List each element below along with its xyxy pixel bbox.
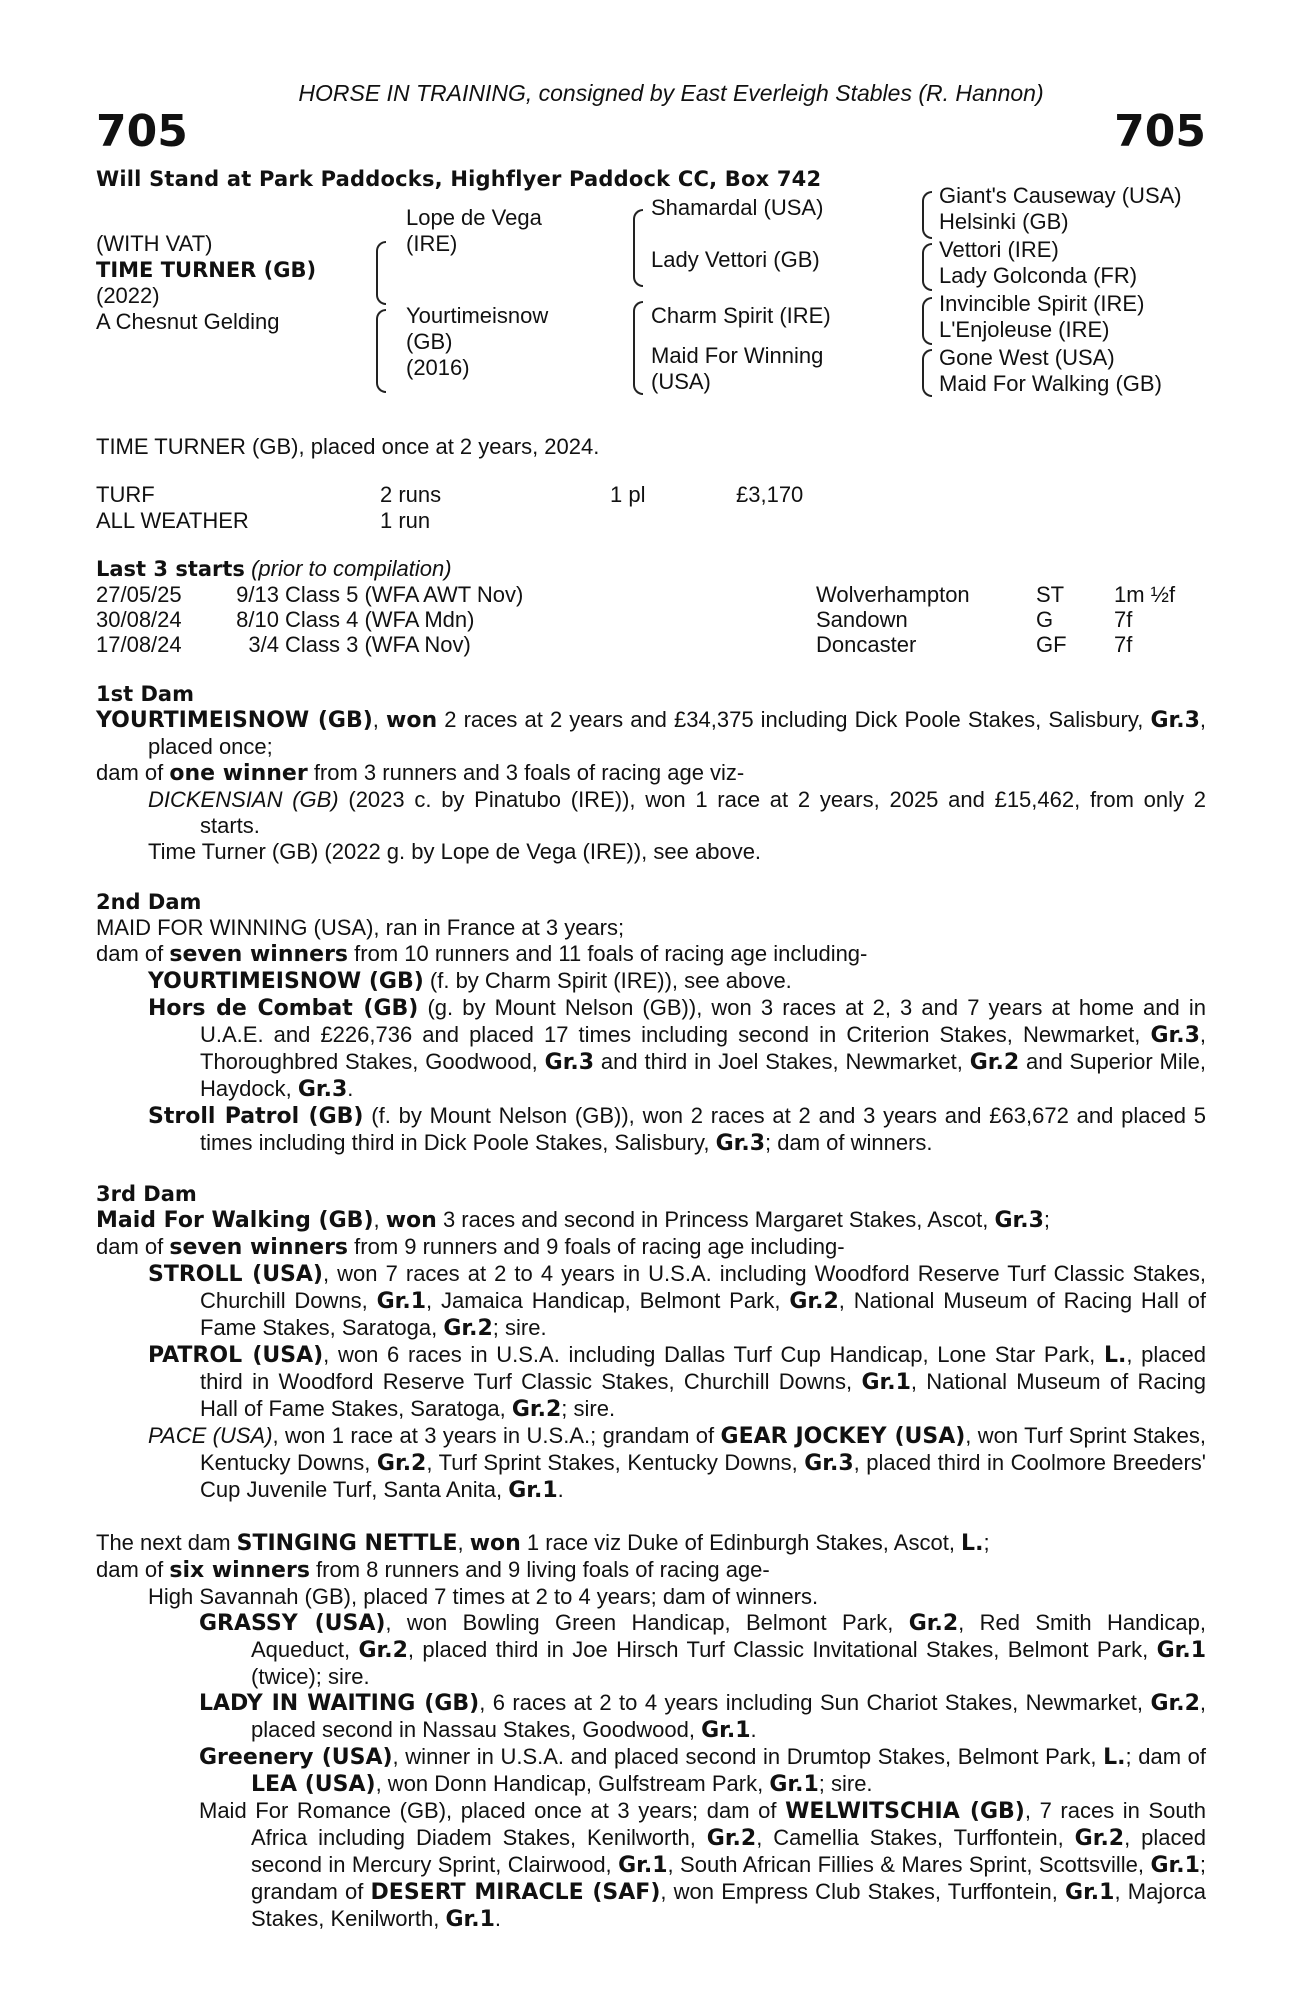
dam-year: (2016) [406, 355, 470, 380]
winners-count: one winner [169, 761, 308, 786]
start-race: Class 3 (WFA Nov) [285, 632, 471, 657]
dam-produce-summary [96, 1234, 1206, 1261]
grade-label: Gr.1 [1150, 1853, 1200, 1878]
dam-record: YOURTIMEISNOW (GB), won 2 races at 2 years and £34,375 including Dick Poole Stakes, Salisbury, Gr.3, placed once; [96, 707, 1206, 759]
grade-label: Gr.2 [1074, 1826, 1125, 1851]
dam-dam-origin: (USA) [651, 369, 711, 394]
winners-count: seven winners [169, 942, 349, 967]
record-text: dam of [96, 760, 170, 785]
produce-name: Hors de Combat (GB) [148, 996, 419, 1021]
record-text: , placed once; [148, 707, 1206, 759]
brace [922, 349, 932, 397]
record-text: ; grandam of [251, 1852, 1206, 1904]
produce-name: DICKENSIAN (GB) [148, 787, 339, 812]
dam-record [96, 1530, 1206, 1557]
horse-identity [96, 231, 316, 335]
start-distance: 1m ½f [1114, 582, 1176, 607]
catalogue-page [96, 80, 1206, 1933]
start-course: Doncaster [816, 632, 917, 657]
consignment-line: HORSE IN TRAINING, consigned by East Everleigh Stables (R. Hannon) [298, 80, 1044, 106]
stats-row-aw [96, 508, 1206, 534]
record-text: dam of [96, 1234, 170, 1259]
produce-entry [148, 995, 1206, 1103]
produce-name: STROLL (USA) [148, 1262, 323, 1287]
race-summary: TIME TURNER (GB), placed once at 2 years, 2024. [96, 434, 600, 459]
dam-produce-summary [96, 1557, 1206, 1584]
grade-label: L. [1103, 1343, 1127, 1368]
record-text: 1 race viz Duke of Edinburgh Stakes, Ascot, [520, 1530, 962, 1555]
horse-year: (2022) [96, 283, 160, 308]
grade-label: Gr.2 [443, 1316, 493, 1341]
record-text: , 7 races in South Africa including Diadem Stakes, Kenilworth, [251, 1798, 1206, 1850]
grade-label: Gr.2 [1150, 1691, 1200, 1716]
grade-label: Gr.2 [376, 1451, 427, 1476]
grade-label: Gr.1 [1156, 1638, 1207, 1663]
start-distance: 7f [1114, 607, 1133, 632]
produce-name: Greenery (USA) [199, 1745, 393, 1770]
grade-label: Gr.3 [1150, 1023, 1200, 1048]
won-label: won [469, 1531, 521, 1556]
record-text: ; dam of winners. [765, 1130, 933, 1155]
record-text: , won 7 races at 2 to 4 years in U.S.A. including Woodford Reserve Turf Classic Stakes, Churchill Downs, [200, 1261, 1206, 1313]
record-text: , won Turf Sprint Stakes, Kentucky Downs, [200, 1423, 1206, 1475]
produce-name: LADY IN WAITING (GB) [199, 1691, 480, 1716]
dam-name: STINGING NETTLE [236, 1531, 458, 1556]
grade-label: Gr.1 [861, 1370, 911, 1395]
grade-label: Gr.2 [908, 1611, 959, 1636]
start-race: Class 4 (WFA Mdn) [285, 607, 475, 632]
produce-entry [148, 839, 1206, 865]
brace [376, 241, 386, 305]
grade-label: Gr.2 [511, 1397, 562, 1422]
grandprogeny-name: LEA (USA) [251, 1772, 376, 1797]
brace [922, 243, 932, 291]
lot-number-left: 705 [96, 106, 188, 157]
dam-sire-dam: L'Enjoleuse (IRE) [939, 317, 1110, 342]
sire-sire-dam: Helsinki (GB) [939, 209, 1069, 234]
vat-note: (WITH VAT) [96, 231, 213, 256]
produce-entry [148, 1261, 1206, 1342]
start-position: 3/4 [248, 632, 279, 657]
grade-label: Gr.2 [358, 1638, 408, 1663]
sire-sire-sire: Giant's Causeway (USA) [939, 183, 1182, 208]
produce-entry [148, 1103, 1206, 1157]
grade-label: Gr.3 [297, 1077, 348, 1102]
stat-earnings: £3,170 [736, 482, 804, 507]
grade-label: Gr.2 [706, 1826, 757, 1851]
produce-entry [148, 1584, 1206, 1610]
dam-record: Maid For Walking (GB), won 3 races and second in Princess Margaret Stakes, Ascot, Gr.3; [96, 1207, 1051, 1233]
first-dam-section [96, 681, 1206, 865]
stat-surface: ALL WEATHER [96, 508, 249, 533]
produce-name: Stroll Patrol (GB) [148, 1104, 364, 1129]
grade-label: Gr.1 [769, 1772, 819, 1797]
stats-row-turf [96, 482, 1206, 508]
record-text: , [457, 1530, 470, 1555]
grade-label: Gr.1 [445, 1907, 495, 1932]
dam-produce-summary [96, 760, 1206, 787]
brace [633, 301, 643, 395]
grandprogeny-name: GEAR JOCKEY (USA) [720, 1424, 966, 1449]
record-text: , won Empress Club Stakes, Turffontein, [660, 1879, 1066, 1904]
start-row [96, 582, 1206, 607]
record-text: , Jamaica Handicap, Belmont Park, [426, 1288, 790, 1313]
produce-entry [148, 787, 1206, 839]
dam-dam [651, 343, 823, 395]
produce-entry [148, 968, 1206, 995]
grade-label: L. [1103, 1745, 1126, 1770]
record-text: 2 races at 2 years and £34,375 including Dick Poole Stakes, Salisbury, [437, 707, 1151, 732]
stand-location: Will Stand at Park Paddocks, Highflyer Paddock CC, Box 742 [96, 167, 822, 191]
produce-entry [199, 1610, 1206, 1690]
record-text: , placed third in Woodford Reserve Turf Classic Stakes, Churchill Downs, [200, 1342, 1206, 1394]
record-text: (f. by Charm Spirit (IRE)), see above. [423, 968, 792, 993]
start-going: G [1036, 607, 1054, 632]
brace [376, 309, 386, 393]
dam-dam-dam: Maid For Walking (GB) [939, 371, 1162, 396]
grade-label: Gr.3 [715, 1131, 766, 1156]
section-heading: 1st Dam [96, 682, 194, 706]
record-text: from 10 runners and 11 foals of racing age including- [348, 941, 868, 966]
grade-label: Gr.1 [376, 1289, 427, 1314]
grade-label: Gr.1 [618, 1853, 668, 1878]
brace [922, 191, 932, 239]
horse-name: TIME TURNER (GB) [96, 258, 317, 282]
record-text: , South African Fillies & Mares Sprint, Scottsville, [667, 1852, 1151, 1877]
stat-placed: 1 pl [610, 482, 646, 507]
sire-dam-sire: Vettori (IRE) [939, 237, 1059, 262]
last-starts-note: (prior to compilation) [251, 556, 452, 581]
record-text: . [494, 1906, 501, 1931]
grade-label: Gr.3 [994, 1208, 1044, 1233]
horse-description: A Chesnut Gelding [96, 309, 280, 334]
record-text: ; sire. [818, 1771, 873, 1796]
record-text: , placed third in Coolmore Breeders' Cup Juvenile Turf, Santa Anita, [200, 1450, 1207, 1502]
record-text: , Turf Sprint Stakes, Kentucky Downs, [426, 1450, 805, 1475]
record-text: , Red Smith Handicap, Aqueduct, [251, 1610, 1207, 1662]
record-text: and Superior Mile, Haydock, [200, 1049, 1206, 1101]
record-text: . [557, 1477, 564, 1502]
stat-runs: 1 run [380, 508, 431, 533]
record-text: High Savannah (GB), placed 7 times at 2 to 4 years; dam of winners. [148, 1584, 819, 1609]
record-text: (twice); sire. [251, 1664, 370, 1689]
record-text: from 9 runners and 9 foals of racing age including- [348, 1234, 845, 1259]
winners-count: six winners [169, 1558, 310, 1583]
stat-placed [610, 508, 736, 534]
dam-origin: (GB) [406, 329, 453, 354]
start-date: 30/08/24 [96, 607, 182, 632]
produce-entry [199, 1744, 1206, 1798]
record-text: , National Museum of Racing Hall of Fame Stakes, Saratoga, [200, 1369, 1206, 1421]
produce-name: GRASSY (USA) [199, 1611, 386, 1636]
dam-sire-sire: Invincible Spirit (IRE) [939, 291, 1145, 316]
next-dam-section [96, 1530, 1206, 1933]
record-text: (g. by Mount Nelson (GB)), won 3 races at 2, 3 and 7 years at home and in U.A.E. and £226,736 and placed 17 times including second in Criterion Stakes, Newmarket, [200, 995, 1206, 1047]
winners-count: seven winners [169, 1235, 349, 1260]
section-heading: 3rd Dam [96, 1182, 197, 1206]
record-text: , won Donn Handicap, Gulfstream Park, [375, 1771, 770, 1796]
dam-dam-name: Maid For Winning [651, 343, 824, 368]
dam-dam-sire: Gone West (USA) [939, 345, 1115, 370]
won-label: won [385, 1208, 437, 1233]
grade-label: Gr.2 [789, 1289, 839, 1314]
dam-name: Maid For Walking (GB) [96, 1208, 374, 1233]
lot-number-row [96, 106, 1206, 157]
record-text: (f. by Mount Nelson (GB)), won 2 races at 2 and 3 years and £63,672 and placed 5 times including third in Dick Poole Stakes, Salisbury, [200, 1103, 1206, 1155]
record-text: dam of [96, 941, 170, 966]
sire [406, 205, 542, 257]
dam-sire: Charm Spirit (IRE) [651, 303, 831, 328]
grade-label: Gr.3 [1150, 708, 1200, 733]
record-text: , placed second in Nassau Stakes, Goodwood, [251, 1690, 1206, 1742]
brace [922, 297, 932, 345]
start-date: 27/05/25 [96, 582, 182, 607]
pedigree-table [96, 183, 1206, 406]
stats-table [96, 482, 1206, 534]
section-heading: 2nd Dam [96, 890, 202, 914]
lot-number-right: 705 [1114, 106, 1206, 157]
record-text: ; [983, 1530, 990, 1555]
produce-name: YOURTIMEISNOW (GB) [148, 969, 424, 994]
brace [633, 209, 643, 287]
record-text: The next dam [96, 1530, 237, 1555]
record-text: . [750, 1717, 757, 1742]
dam-name: YOURTIMEISNOW (GB) [96, 708, 373, 733]
record-text: , National Museum of Racing Hall of Fame Stakes, Saratoga, [200, 1288, 1207, 1340]
stat-runs: 2 runs [380, 482, 442, 507]
sire-name: Lope de Vega [406, 205, 542, 230]
start-going: ST [1036, 582, 1065, 607]
record-text: ; sire. [492, 1315, 547, 1340]
start-going: GF [1036, 632, 1067, 657]
start-distance: 7f [1114, 632, 1133, 657]
record-text: , 6 races at 2 to 4 years including Sun Chariot Stakes, Newmarket, [479, 1690, 1151, 1715]
produce-name: PATROL (USA) [148, 1343, 324, 1368]
stat-surface: TURF [96, 482, 155, 507]
start-race: Class 5 (WFA AWT Nov) [285, 582, 524, 607]
start-row [96, 607, 1206, 632]
grade-label: Gr.2 [969, 1050, 1020, 1075]
grade-label: Gr.1 [1065, 1880, 1115, 1905]
sire-sire: Shamardal (USA) [651, 195, 824, 220]
last-starts-title: Last 3 starts [96, 557, 245, 581]
grade-label: Gr.1 [508, 1478, 558, 1503]
dam [406, 303, 548, 381]
record-text: , Majorca Stakes, Kenilworth, [251, 1879, 1206, 1931]
record-text: , placed third in Joe Hirsch Turf Classic Invitational Stakes, Belmont Park, [407, 1637, 1157, 1662]
produce-entry [148, 1423, 1206, 1504]
produce-entry [199, 1798, 1206, 1933]
grade-label: Gr.3 [804, 1451, 854, 1476]
record-text: Time Turner (GB) (2022 g. by Lope de Vega (IRE)), see above. [148, 839, 762, 864]
grade-label: L. [961, 1531, 984, 1556]
record-text: and third in Joel Stakes, Newmarket, [594, 1049, 970, 1074]
record-text: , placed second in Mercury Sprint, Clairwood, [251, 1825, 1206, 1877]
record-text: dam of [96, 1557, 170, 1582]
start-row [96, 632, 1206, 657]
record-text: , won 1 race at 3 years in U.S.A.; grandam of [272, 1423, 721, 1448]
sire-dam-dam: Lady Golconda (FR) [939, 263, 1138, 288]
start-date: 17/08/24 [96, 632, 182, 657]
start-position: 9/13 [236, 582, 279, 607]
dam-produce-summary [96, 941, 1206, 968]
record-text: . [347, 1076, 354, 1101]
grade-label: Gr.1 [701, 1718, 751, 1743]
grandprogeny-name: WELWITSCHIA (GB) [785, 1799, 1025, 1824]
grandprogeny-name: DESERT MIRACLE (SAF) [370, 1880, 661, 1905]
won-label: won [386, 708, 438, 733]
dam-name: Yourtimeisnow [406, 303, 549, 328]
produce-name: PACE (USA) [148, 1423, 273, 1448]
second-dam-section [96, 889, 1206, 1157]
record-text: (2023 c. by Pinatubo (IRE)), won 1 race at 2 years, 2025 and £15,462, from only 2 starts. [200, 787, 1206, 838]
record-text: , Camellia Stakes, Turffontein, [756, 1825, 1075, 1850]
dam-record: MAID FOR WINNING (USA), ran in France at 3 years; [96, 915, 625, 940]
record-text: Maid For Romance (GB), placed once at 3 years; dam of [199, 1798, 786, 1823]
third-dam-section [96, 1181, 1206, 1504]
record-text: , won Bowling Green Handicap, Belmont Park, [385, 1610, 909, 1635]
start-course: Wolverhampton [816, 582, 970, 607]
produce-entry [148, 1342, 1206, 1423]
record-text: ; dam of [1125, 1744, 1206, 1769]
record-text: from 3 runners and 3 foals of racing age viz- [307, 760, 745, 785]
record-text: ; sire. [561, 1396, 616, 1421]
last-starts [96, 556, 1206, 657]
record-text: , winner in U.S.A. and placed second in Drumtop Stakes, Belmont Park, [392, 1744, 1104, 1769]
grade-label: Gr.3 [544, 1050, 595, 1075]
start-position: 8/10 [236, 607, 279, 632]
sire-origin: (IRE) [406, 231, 458, 256]
record-text: , Thoroughbred Stakes, Goodwood, [200, 1022, 1206, 1074]
produce-entry [199, 1690, 1206, 1744]
record-text: 3 races and second in Princess Margaret Stakes, Ascot, [436, 1207, 995, 1232]
start-course: Sandown [816, 607, 908, 632]
record-text: from 8 runners and 9 living foals of racing age- [309, 1557, 770, 1582]
record-text: , won 6 races in U.S.A. including Dallas Turf Cup Handicap, Lone Star Park, [323, 1342, 1104, 1367]
record-text: ; [1043, 1207, 1051, 1232]
sire-dam: Lady Vettori (GB) [651, 247, 820, 272]
